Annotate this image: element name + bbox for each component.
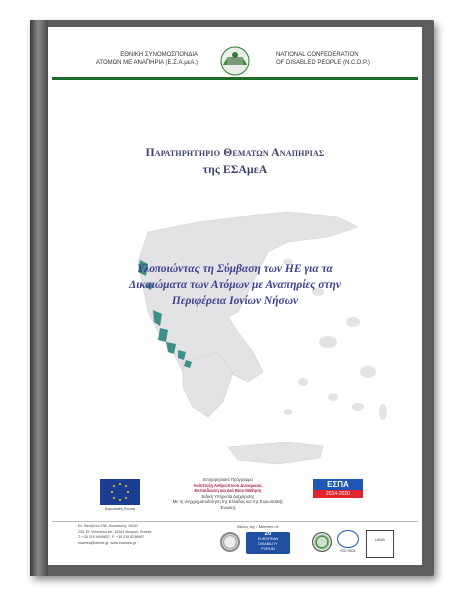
org-name-greek-line1: ΕΘΝΙΚΗ ΣΥΝΟΜΟΣΠΟΝΔΙΑ [120,52,198,58]
address-line4: esamea@otenet.gr, www.esamea.gr [78,540,136,545]
iso-badge [333,530,363,553]
espa-title: ΕΣΠΑ [313,479,363,490]
ukas-badge [366,530,394,558]
prog-line2: Ανάπτυξη Ανθρώπινου Δυναμικού, [193,482,263,488]
iso-icon [337,530,359,548]
edf-number: 20 [264,531,272,537]
footer-divider [52,521,418,522]
cover-page [48,27,422,565]
eu-flag-icon [100,479,140,505]
booklet-spine [30,20,48,576]
report-subtitle-line1: Υλοποιώντας τη Σύμβαση των ΗΕ για τα [137,263,333,275]
espa-years: 2014-2020 [313,490,363,498]
org-name-english [276,51,416,67]
edf-logo [246,532,290,554]
prog-line4: Ειδική Υπηρεσία Διαχείρισης [201,493,255,499]
report-subtitle-line3: Περιφέρεια Ιονίων Νήσων [171,295,299,307]
organization-logo [205,41,265,89]
org-name-greek-line2: ΑΤΟΜΩΝ ΜΕ ΑΝΑΠΗΡΙΑ (Ε.Σ.Α.μεΑ.) [95,60,198,66]
report-title [48,145,422,179]
report-title-line1: Παρατηρητηριο Θεματων Αναπηριας [145,147,325,159]
org-name-english-line1: NATIONAL CONFEDERATION [276,52,359,58]
prog-line3: Εκπαίδευση και Διά Βίου Μάθηση [194,488,262,493]
prog-line5: Με τη συγχρηματοδότηση της Ελλάδας και της Ευρωπαϊκής Ένωσης [172,499,284,510]
address-line3: T: +30 210 9949837, F: +30 210 5238967 [78,535,145,539]
edf-line4: FORUM [261,547,275,551]
report-subtitle [48,261,422,309]
espa-logo [313,479,363,501]
eu-logo [98,479,142,515]
report-title-line2: της ΕΣΑμεΑ [202,164,268,176]
edf-line3: DISABILITY [258,542,278,546]
address-line1: Ελ. Βενιζέλου 236, Ηλιούπολη, 16341 [78,524,138,528]
header-divider [52,77,418,80]
certification-icon [312,532,332,552]
member-of-label: Μέλος της / Member of: [237,524,279,529]
iso-label: ISO 9001 [340,549,356,553]
prog-line1: Επιχειρησιακό Πρόγραμμα [203,477,253,482]
org-name-english-line2: OF DISABLED PEOPLE (N.C.D.P.) [276,60,370,66]
org-name-greek [58,51,198,67]
address-line2: 236, El. Venizelou str., 16341 Ilioupoli, Greece [78,529,152,534]
greece-map [88,202,388,482]
edf-line2: EUROPEAN [257,537,279,541]
operational-programme-logo [168,477,288,510]
report-subtitle-line2: Δικαιώματα των Ατόμων με Αναπηρίες στην [129,279,341,291]
footer-address [78,524,188,546]
ukas-label: UKAS [375,538,385,542]
member-seal-icon [220,532,240,552]
eu-caption: Ευρωπαϊκή Ένωση [104,507,136,511]
